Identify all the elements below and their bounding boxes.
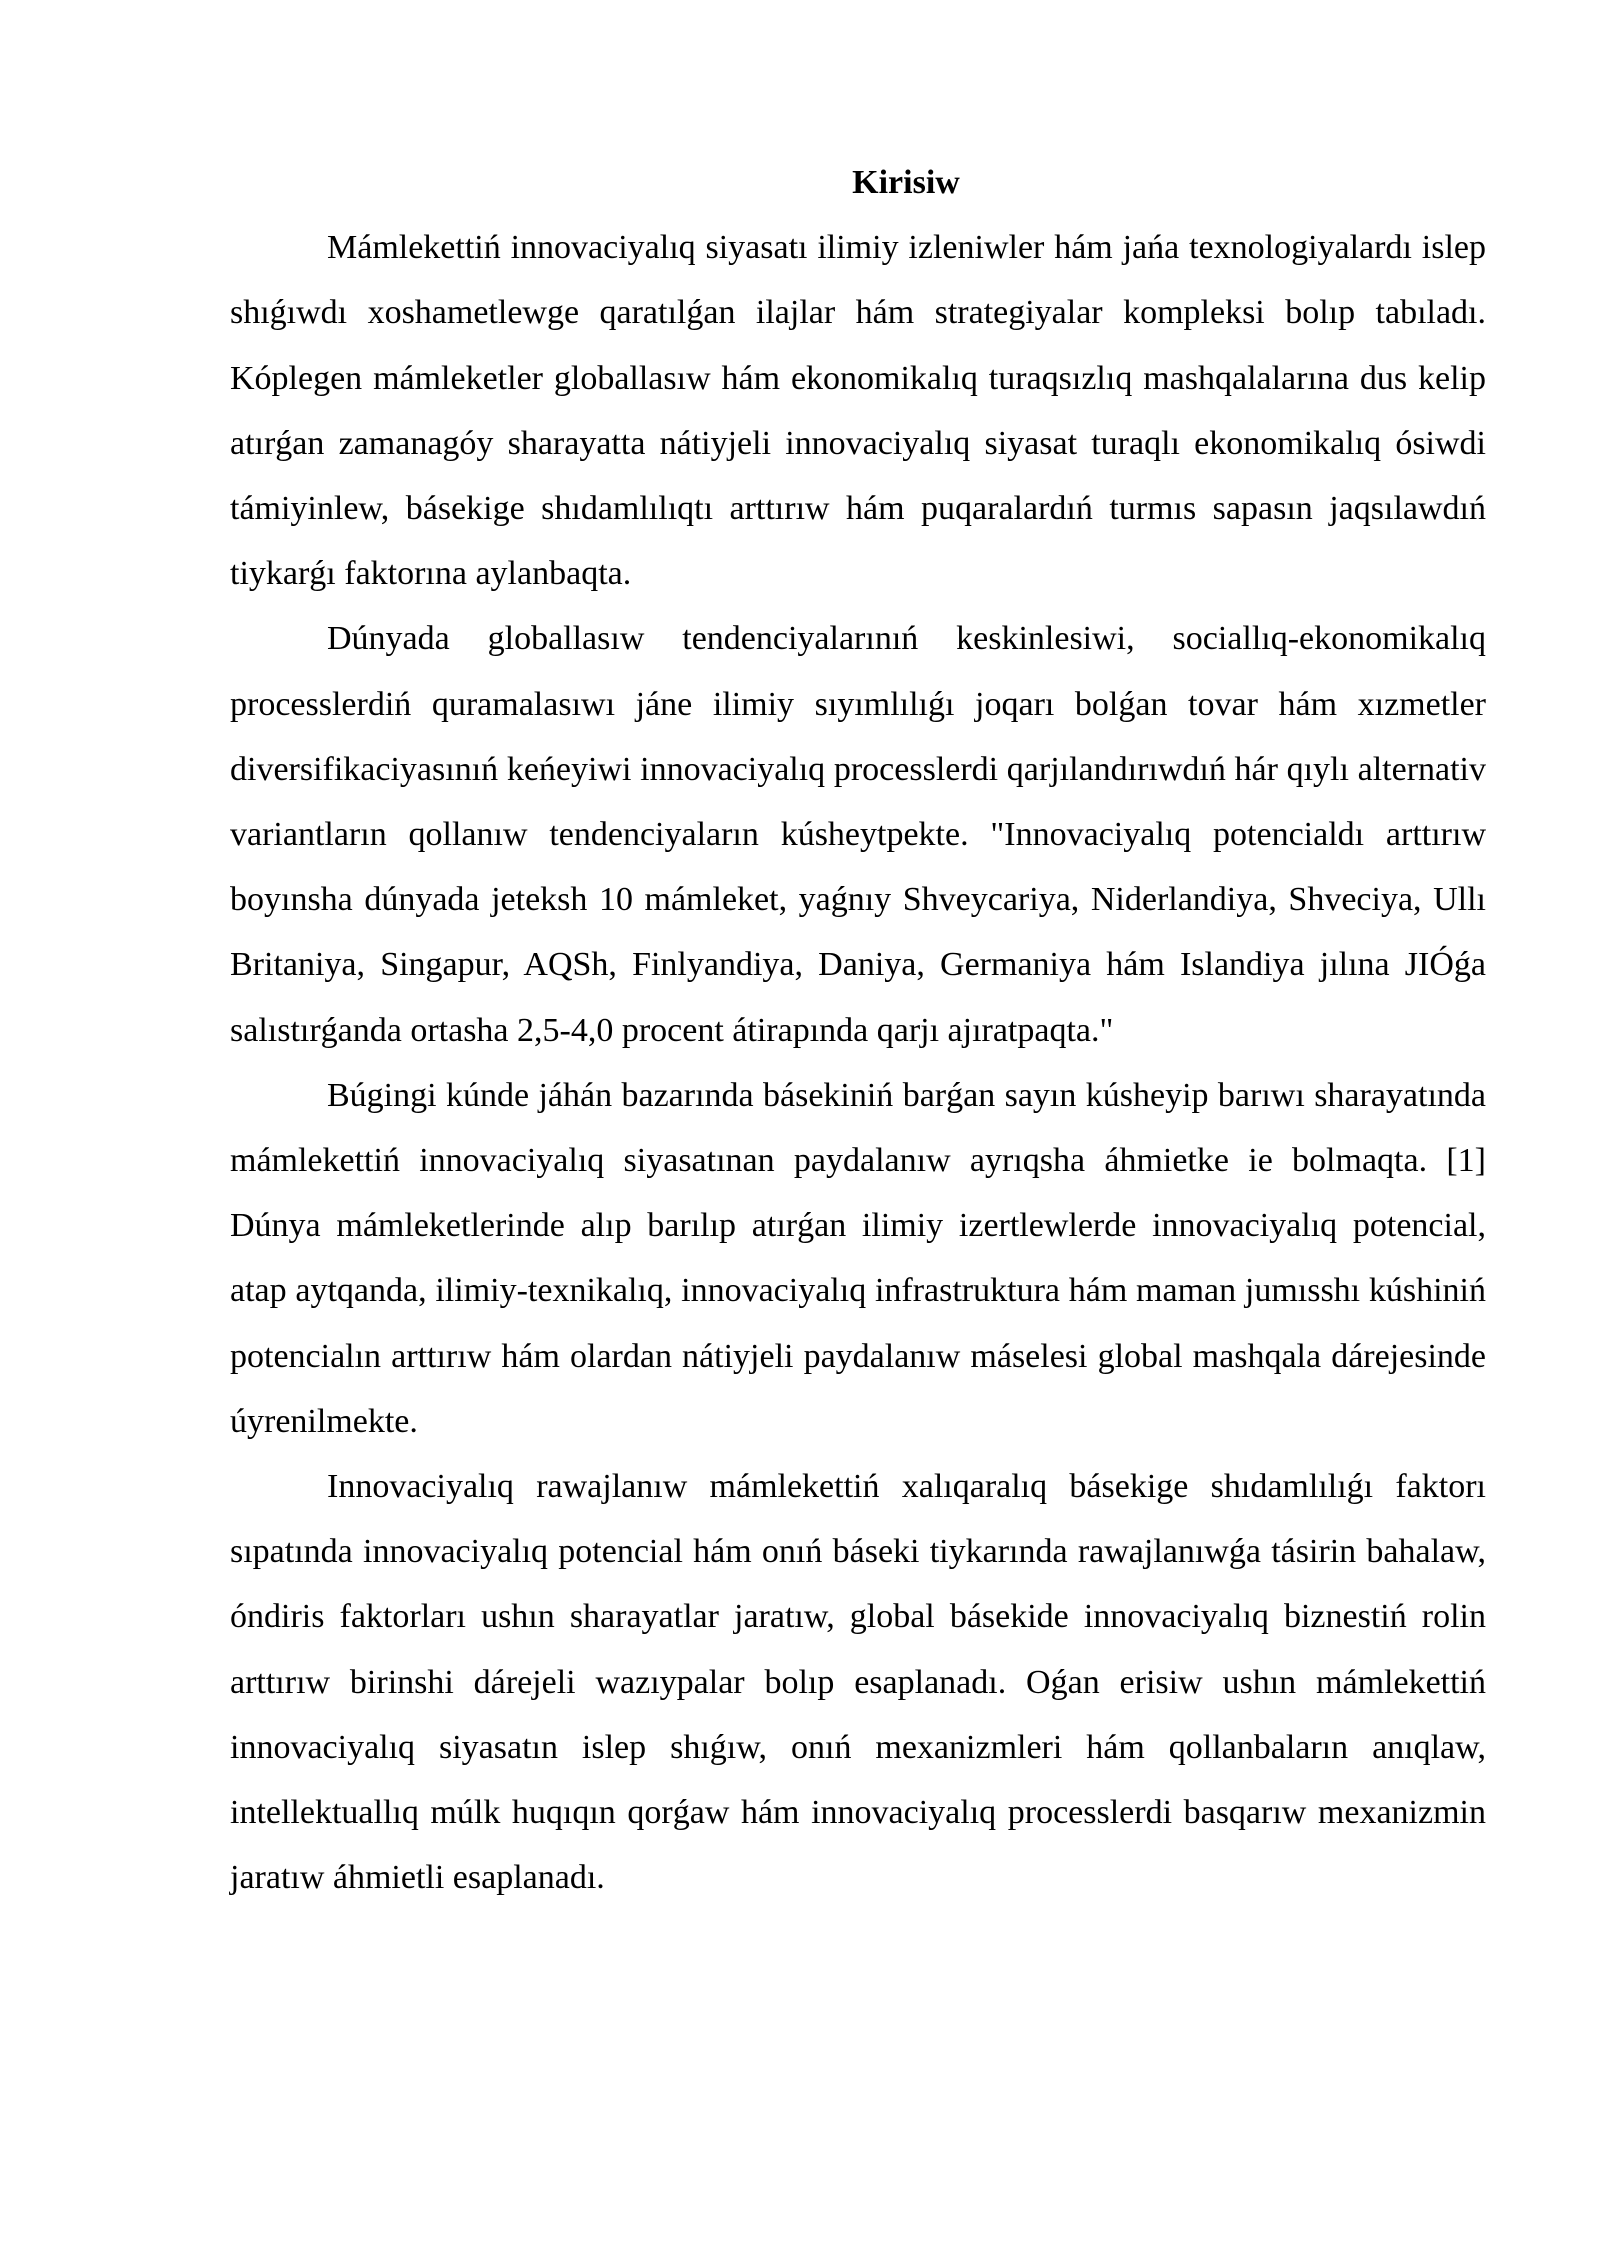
paragraph-1: Mámlekettiń innovaciyalıq siyasatı ilimiy izleniwler hám jańa texnologiyalardı islep shıǵıwdı xoshametlewge qaratılǵan ilajlar hám strategiyalar kompleksi bolıp tabıladı. Kóplegen mámleketler globallasıw hám ekonomikalıq turaqsızlıq mashqalalarına dus kelip atırǵan zamanagóy sharayatta nátiyjeli innovaciyalıq siyasat turaqlı ekonomikalıq ósiwdi támiyinlew, básekige shıdamlılıqtı arttırıw hám puqaralardıń turmıs sapasın jaqsılawdıń tiykarǵı faktorına aylanbaqta. xyxy=(230,229,1486,593)
paragraph-4: Innovaciyalıq rawajlanıw mámlekettiń xalıqaralıq básekige shıdamlılıǵı faktorı sıpatında innovaciyalıq potencial hám onıń báseki tiykarında rawajlanıwǵa tásirin bahalaw, óndiris faktorları ushın sharayatlar jaratıw, global básekide innovaciyalıq biznestiń rolin arttırıw birinshi dárejeli wazıypalar bolıp esaplanadı. Oǵan erisiw ushın mámlekettiń innovaciyalıq siyasatın islep shıǵıw, onıń mexanizmleri hám qollanbaların anıqlaw, intellektuallıq múlk huqıqın qorǵaw hám innovaciyalıq processlerdi basqarıw mexanizmin jaratıw áhmietli esaplanadı. xyxy=(230,1468,1486,1897)
paragraph-2: Dúnyada globallasıw tendenciyalarınıń keskinlesiwi, sociallıq-ekonomikalıq processlerdiń quramalasıwı jáne ilimiy sıyımlılıǵı joqarı bolǵan tovar hám xızmetler diversifikaciyasınıń keńeyiwi innovaciyalıq processlerdi qarjılandırıwdıń hár qıylı alternativ variantların qollanıw tendenciyaların kúsheytpekte. "Innovaciyalıq potencialdı arttırıw boyınsha dúnyada jeteksh 10 mámleket, yaǵnıy Shveycariya, Niderlandiya, Shveciya, Ullı Britaniya, Singapur, AQSh, Finlyandiya, Daniya, Germaniya hám Islandiya jılına JIÓǵa salıstırǵanda ortasha 2,5-4,0 procent átirapında qarjı ajıratpaqta." xyxy=(230,620,1486,1049)
page-title: Kirisiw xyxy=(852,164,960,201)
document-body xyxy=(230,150,1486,1910)
paragraph-3: Búgingi kúnde jáhán bazarında básekiniń barǵan sayın kúsheyip barıwı sharayatında mámlekettiń innovaciyalıq siyasatınan paydalanıw ayrıqsha áhmietke ie bolmaqta. [1] Dúnya mámleketlerinde alıp barılıp atırǵan ilimiy izertlewlerde innovaciyalıq potencial, atap aytqanda, ilimiy-texnikalıq, innovaciyalıq infrastruktura hám maman jumısshı kúshiniń potencialın arttırıw hám olardan nátiyjeli paydalanıw máselesi global mashqala dárejesinde úyrenilmekte. xyxy=(230,1076,1486,1440)
